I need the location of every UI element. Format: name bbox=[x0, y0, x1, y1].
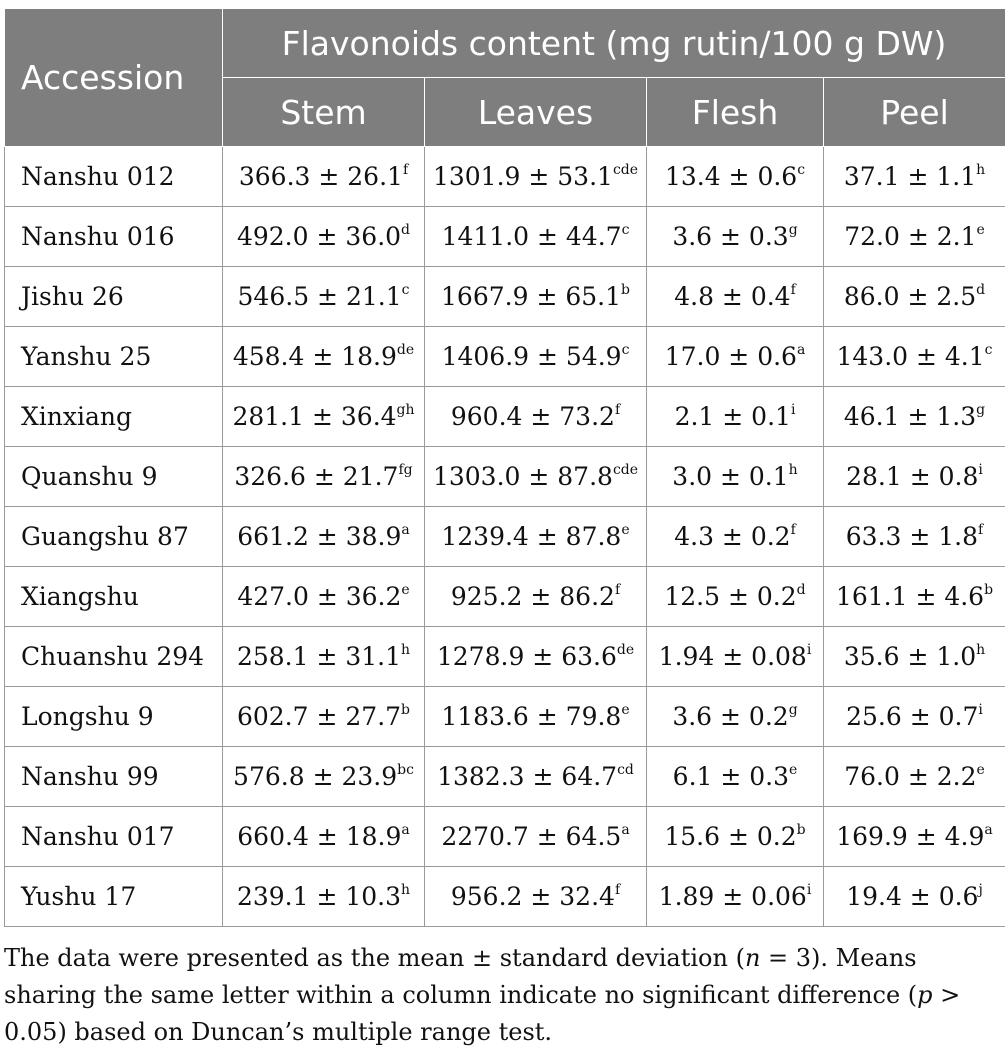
accession-name: Jishu 26 bbox=[5, 267, 223, 327]
significance-letter: e bbox=[621, 522, 630, 538]
cell-value: 1.94 ± 0.08 bbox=[658, 642, 807, 671]
significance-letter: g bbox=[976, 402, 986, 418]
value-cell bbox=[223, 627, 425, 687]
significance-letter: f bbox=[790, 282, 796, 298]
value-cell bbox=[824, 867, 1005, 927]
cell-value: 960.4 ± 73.2 bbox=[450, 402, 615, 431]
significance-letter: c bbox=[797, 162, 806, 178]
cell-value: 956.2 ± 32.4 bbox=[450, 882, 615, 911]
significance-letter: e bbox=[401, 582, 410, 598]
significance-letter: a bbox=[984, 822, 993, 838]
value-cell bbox=[425, 267, 647, 327]
cell-value: 4.3 ± 0.2 bbox=[674, 522, 791, 551]
significance-letter: h bbox=[401, 642, 411, 658]
value-cell bbox=[824, 327, 1005, 387]
cell-value: 326.6 ± 21.7 bbox=[234, 462, 399, 491]
value-cell bbox=[824, 207, 1005, 267]
significance-letter: i bbox=[806, 882, 812, 898]
cell-value: 925.2 ± 86.2 bbox=[450, 582, 615, 611]
significance-letter: de bbox=[616, 642, 635, 658]
value-cell bbox=[647, 867, 824, 927]
cell-value: 281.1 ± 36.4 bbox=[232, 402, 397, 431]
footnote-part-2: = 3). Means sharing the same letter within a column indicate no significant difference ( bbox=[4, 944, 918, 1009]
footnote-n-symbol: n bbox=[744, 944, 761, 972]
value-cell bbox=[425, 867, 647, 927]
column-header-flesh: Flesh bbox=[647, 78, 824, 147]
significance-letter: h bbox=[976, 642, 986, 658]
value-cell bbox=[647, 447, 824, 507]
cell-value: 13.4 ± 0.6 bbox=[664, 162, 798, 191]
cell-value: 576.8 ± 23.9 bbox=[233, 762, 398, 791]
cell-value: 1303.0 ± 87.8 bbox=[432, 462, 613, 491]
accession-name: Yushu 17 bbox=[5, 867, 223, 927]
value-cell bbox=[425, 327, 647, 387]
cell-value: 1239.4 ± 87.8 bbox=[441, 522, 622, 551]
table-row bbox=[5, 267, 1005, 327]
significance-letter: d bbox=[976, 282, 986, 298]
column-header-leaves: Leaves bbox=[425, 78, 647, 147]
significance-letter: cd bbox=[617, 762, 634, 778]
cell-value: 661.2 ± 38.9 bbox=[237, 522, 402, 551]
value-cell bbox=[647, 687, 824, 747]
significance-letter: b bbox=[984, 582, 994, 598]
significance-letter: d bbox=[796, 582, 806, 598]
cell-value: 1301.9 ± 53.1 bbox=[432, 162, 613, 191]
cell-value: 86.0 ± 2.5 bbox=[843, 282, 977, 311]
table-row bbox=[5, 567, 1005, 627]
significance-letter: f bbox=[978, 522, 984, 538]
header-row-1 bbox=[5, 9, 1005, 78]
cell-value: 12.5 ± 0.2 bbox=[664, 582, 797, 611]
value-cell bbox=[425, 147, 647, 207]
cell-value: 17.0 ± 0.6 bbox=[664, 342, 797, 371]
significance-letter: bc bbox=[397, 762, 414, 778]
cell-value: 3.6 ± 0.3 bbox=[672, 222, 789, 251]
table-row bbox=[5, 867, 1005, 927]
significance-letter: a bbox=[796, 342, 806, 358]
value-cell bbox=[647, 207, 824, 267]
table-row bbox=[5, 387, 1005, 447]
accession-name: Xinxiang bbox=[5, 387, 223, 447]
table-row bbox=[5, 507, 1005, 567]
significance-letter: f bbox=[614, 582, 621, 598]
value-cell bbox=[425, 507, 647, 567]
value-cell bbox=[824, 567, 1005, 627]
cell-value: 660.4 ± 18.9 bbox=[237, 822, 402, 851]
value-cell bbox=[425, 387, 647, 447]
value-cell bbox=[425, 627, 647, 687]
cell-value: 1411.0 ± 44.7 bbox=[441, 222, 622, 251]
significance-letter: i bbox=[978, 462, 983, 478]
value-cell bbox=[647, 387, 824, 447]
significance-letter: i bbox=[790, 402, 796, 418]
cell-value: 2.1 ± 0.1 bbox=[674, 402, 791, 431]
significance-letter: a bbox=[401, 822, 410, 838]
cell-value: 63.3 ± 1.8 bbox=[845, 522, 979, 551]
table-row bbox=[5, 147, 1005, 207]
cell-value: 169.9 ± 4.9 bbox=[836, 822, 985, 851]
cell-value: 19.4 ± 0.6 bbox=[846, 882, 979, 911]
value-cell bbox=[425, 207, 647, 267]
value-cell bbox=[425, 807, 647, 867]
cell-value: 35.6 ± 1.0 bbox=[843, 642, 977, 671]
cell-value: 143.0 ± 4.1 bbox=[836, 342, 985, 371]
significance-letter: a bbox=[621, 822, 630, 838]
value-cell bbox=[425, 747, 647, 807]
value-cell bbox=[223, 747, 425, 807]
accession-name: Guangshu 87 bbox=[5, 507, 223, 567]
value-cell bbox=[223, 327, 425, 387]
value-cell bbox=[824, 807, 1005, 867]
cell-value: 25.6 ± 0.7 bbox=[846, 702, 979, 731]
cell-value: 161.1 ± 4.6 bbox=[835, 582, 985, 611]
cell-value: 427.0 ± 36.2 bbox=[237, 582, 402, 611]
table-row bbox=[5, 447, 1005, 507]
cell-value: 1382.3 ± 64.7 bbox=[437, 762, 618, 791]
table-row bbox=[5, 327, 1005, 387]
value-cell bbox=[223, 447, 425, 507]
value-cell bbox=[824, 447, 1005, 507]
value-cell bbox=[824, 387, 1005, 447]
significance-letter: gh bbox=[396, 402, 415, 418]
significance-letter: j bbox=[978, 882, 983, 898]
cell-value: 239.1 ± 10.3 bbox=[236, 882, 402, 911]
table-row bbox=[5, 687, 1005, 747]
cell-value: 72.0 ± 2.1 bbox=[844, 222, 977, 251]
significance-letter: a bbox=[401, 522, 410, 538]
cell-value: 258.1 ± 31.1 bbox=[236, 642, 402, 671]
accession-name: Nanshu 017 bbox=[5, 807, 223, 867]
significance-letter: i bbox=[978, 702, 983, 718]
value-cell bbox=[647, 147, 824, 207]
flavonoids-group-header: Flavonoids content (mg rutin/100 g DW) bbox=[223, 9, 1005, 78]
table-row bbox=[5, 747, 1005, 807]
significance-letter: b bbox=[621, 282, 630, 298]
value-cell bbox=[824, 267, 1005, 327]
accession-name: Longshu 9 bbox=[5, 687, 223, 747]
significance-letter: cde bbox=[612, 462, 639, 478]
significance-letter: h bbox=[401, 882, 411, 898]
value-cell bbox=[647, 627, 824, 687]
significance-letter: b bbox=[401, 702, 411, 718]
cell-value: 546.5 ± 21.1 bbox=[237, 282, 402, 311]
footnote-p-symbol: p bbox=[917, 981, 933, 1009]
value-cell bbox=[647, 747, 824, 807]
accession-header: Accession bbox=[5, 9, 223, 147]
cell-value: 1.89 ± 0.06 bbox=[658, 882, 807, 911]
significance-letter: g bbox=[788, 702, 798, 718]
accession-name: Yanshu 25 bbox=[5, 327, 223, 387]
accession-name: Nanshu 016 bbox=[5, 207, 223, 267]
significance-letter: c bbox=[401, 282, 410, 298]
cell-value: 28.1 ± 0.8 bbox=[846, 462, 979, 491]
value-cell bbox=[223, 147, 425, 207]
cell-value: 15.6 ± 0.2 bbox=[664, 822, 797, 851]
table-row bbox=[5, 207, 1005, 267]
value-cell bbox=[223, 687, 425, 747]
table-row bbox=[5, 627, 1005, 687]
significance-letter: f bbox=[790, 522, 796, 538]
footnote-part-1: The data were presented as the mean ± standard deviation ( bbox=[4, 944, 745, 972]
value-cell bbox=[647, 327, 824, 387]
value-cell bbox=[824, 687, 1005, 747]
significance-letter: fg bbox=[398, 462, 413, 478]
column-header-peel: Peel bbox=[824, 78, 1005, 147]
significance-letter: cde bbox=[612, 162, 639, 178]
value-cell bbox=[425, 447, 647, 507]
significance-letter: c bbox=[984, 342, 993, 358]
cell-value: 366.3 ± 26.1 bbox=[238, 162, 403, 191]
cell-value: 1667.9 ± 65.1 bbox=[441, 282, 621, 311]
value-cell bbox=[425, 567, 647, 627]
accession-name: Chuanshu 294 bbox=[5, 627, 223, 687]
significance-letter: c bbox=[621, 342, 630, 358]
table-body bbox=[5, 147, 1005, 927]
value-cell bbox=[223, 507, 425, 567]
cell-value: 6.1 ± 0.3 bbox=[672, 762, 790, 791]
significance-letter: e bbox=[621, 702, 630, 718]
accession-name: Quanshu 9 bbox=[5, 447, 223, 507]
significance-letter: h bbox=[788, 462, 798, 478]
value-cell bbox=[647, 267, 824, 327]
accession-name: Nanshu 012 bbox=[5, 147, 223, 207]
value-cell bbox=[824, 507, 1005, 567]
value-cell bbox=[425, 687, 647, 747]
value-cell bbox=[223, 207, 425, 267]
flavonoids-table bbox=[4, 8, 1005, 927]
significance-letter: e bbox=[976, 222, 985, 238]
value-cell bbox=[647, 567, 824, 627]
value-cell bbox=[647, 507, 824, 567]
column-header-stem: Stem bbox=[223, 78, 425, 147]
value-cell bbox=[223, 567, 425, 627]
significance-letter: f bbox=[614, 882, 621, 898]
accession-name: Xiangshu bbox=[5, 567, 223, 627]
significance-letter: h bbox=[976, 162, 986, 178]
value-cell bbox=[223, 807, 425, 867]
cell-value: 46.1 ± 1.3 bbox=[843, 402, 977, 431]
cell-value: 3.6 ± 0.2 bbox=[672, 702, 789, 731]
significance-letter: f bbox=[402, 162, 409, 178]
cell-value: 37.1 ± 1.1 bbox=[843, 162, 977, 191]
significance-letter: c bbox=[621, 222, 630, 238]
cell-value: 1278.9 ± 63.6 bbox=[436, 642, 617, 671]
cell-value: 492.0 ± 36.0 bbox=[236, 222, 402, 251]
value-cell bbox=[824, 627, 1005, 687]
cell-value: 1183.6 ± 79.8 bbox=[441, 702, 622, 731]
significance-letter: f bbox=[614, 402, 621, 418]
cell-value: 4.8 ± 0.4 bbox=[674, 282, 791, 311]
significance-letter: d bbox=[401, 222, 411, 238]
accession-name: Nanshu 99 bbox=[5, 747, 223, 807]
significance-letter: de bbox=[396, 342, 415, 358]
cell-value: 1406.9 ± 54.9 bbox=[441, 342, 622, 371]
value-cell bbox=[824, 747, 1005, 807]
table-footnote bbox=[4, 940, 999, 1051]
value-cell bbox=[223, 267, 425, 327]
significance-letter: i bbox=[806, 642, 812, 658]
significance-letter: e bbox=[976, 762, 985, 778]
footnote-part-3: > 0.05) based on Duncan’s multiple range test. bbox=[4, 981, 961, 1046]
value-cell bbox=[223, 387, 425, 447]
cell-value: 3.0 ± 0.1 bbox=[672, 462, 789, 491]
cell-value: 458.4 ± 18.9 bbox=[232, 342, 397, 371]
value-cell bbox=[824, 147, 1005, 207]
table-row bbox=[5, 807, 1005, 867]
cell-value: 602.7 ± 27.7 bbox=[236, 702, 402, 731]
value-cell bbox=[223, 867, 425, 927]
cell-value: 76.0 ± 2.2 bbox=[844, 762, 977, 791]
significance-letter: b bbox=[796, 822, 806, 838]
cell-value: 2270.7 ± 64.5 bbox=[441, 822, 622, 851]
significance-letter: e bbox=[789, 762, 798, 778]
significance-letter: g bbox=[788, 222, 798, 238]
value-cell bbox=[647, 807, 824, 867]
